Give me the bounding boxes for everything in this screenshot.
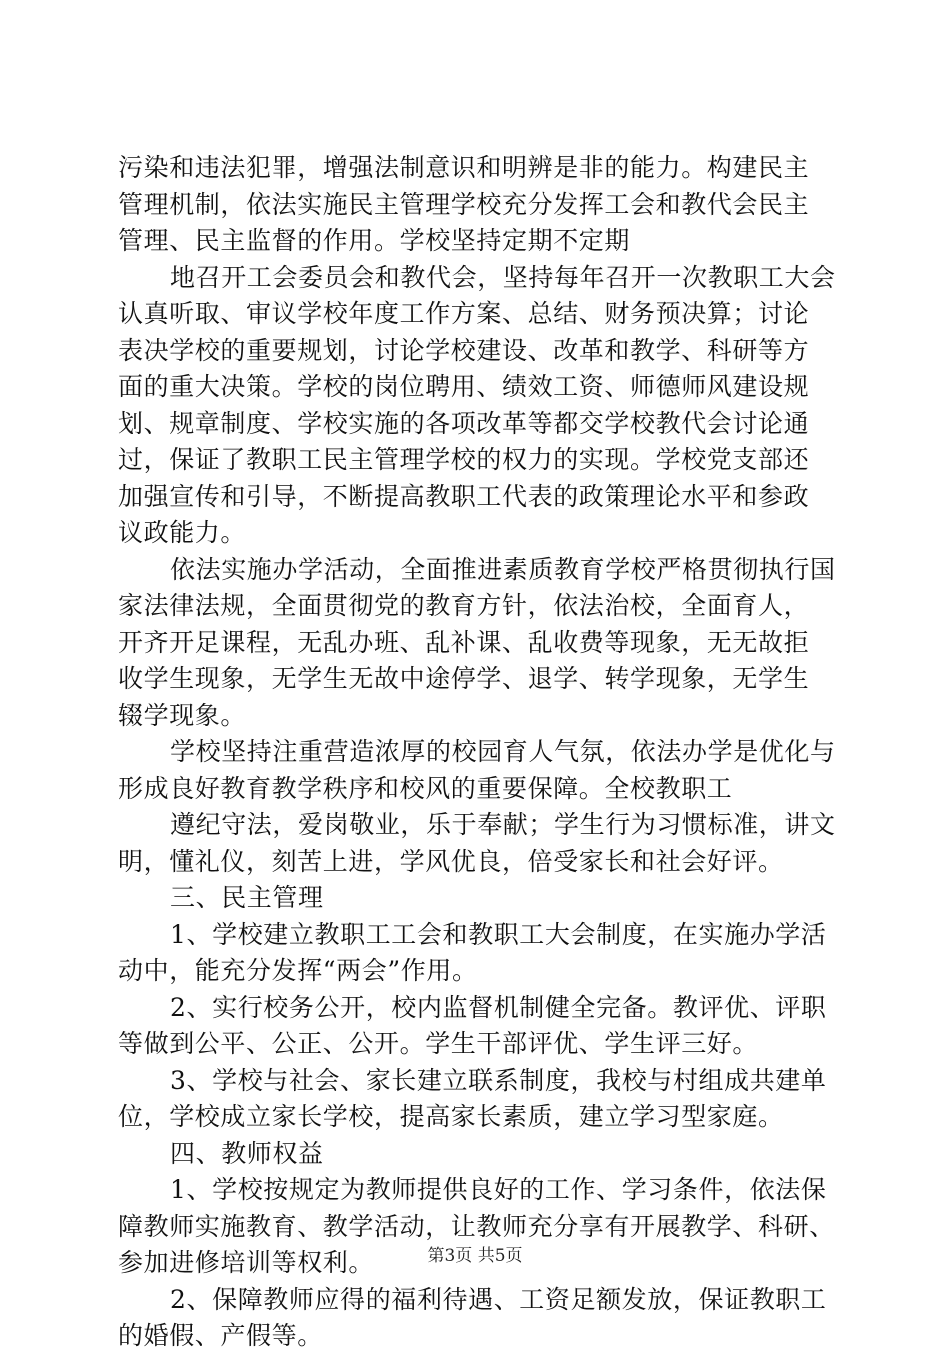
text-line: 划、规章制度、学校实施的各项改革等都交学校教代会讨论通 <box>118 408 810 438</box>
text-line: 地召开工会委员会和教代会，坚持每年召开一次教职工大会 <box>170 262 836 292</box>
text-line: 依法实施办学活动，全面推进素质教育学校严格贯彻执行国 <box>170 554 836 584</box>
section-heading: 四、教师权益 <box>170 1138 324 1168</box>
text-line: 参加进修培训等权利。 <box>118 1248 375 1277</box>
text-line: 1、学校按规定为教师提供良好的工作、学习条件，依法保 <box>170 1175 827 1204</box>
text-line: 等做到公平、公正、公开。学生干部评优、学生评三好。 <box>118 1029 759 1058</box>
text-line: 管理、民主监督的作用。学校坚持定期不定期 <box>118 226 631 255</box>
text-line: 遵纪守法，爱岗敬业，乐于奉献；学生行为习惯标准，讲文 <box>170 810 836 839</box>
text-line: 3、学校与社会、家长建立联系制度，我校与村组成共建单 <box>170 1065 827 1095</box>
text-line: 1、学校建立教职工工会和教职工大会制度，在实施办学活 <box>170 919 827 949</box>
document-body <box>118 150 838 1355</box>
page-number-footer: 第3页 共5页 <box>427 1246 523 1266</box>
text-line: 形成良好教育教学秩序和校风的重要保障。全校教职工 <box>118 773 733 803</box>
text-line: 管理机制，依法实施民主管理学校充分发挥工会和教代会民主 <box>118 189 810 219</box>
text-line: 明，懂礼仪，刻苦上进，学风优良，倍受家长和社会好评。 <box>118 846 784 876</box>
text-line: 家法律法规，全面贯彻党的教育方针，依法治校，全面育人， <box>118 591 810 620</box>
text-line: 开齐开足课程，无乱办班、乱补课、乱收费等现象，无无故拒 <box>118 627 810 657</box>
text-line: 过，保证了教职工民主管理学校的权力的实现。学校党支部还 <box>118 445 810 474</box>
text-line: 辍学现象。 <box>118 700 247 730</box>
text-line: 表决学校的重要规划，讨论学校建设、改革和教学、科研等方 <box>118 335 810 365</box>
section-heading: 三、民主管理 <box>170 883 324 912</box>
text-line: 认真听取、审议学校年度工作方案、总结、财务预决算；讨论 <box>118 299 810 328</box>
text-line: 收学生现象，无学生无故中途停学、退学、转学现象，无学生 <box>118 664 810 693</box>
text-line: 面的重大决策。学校的岗位聘用、绩效工资、师德师风建设规 <box>118 372 810 401</box>
text-line: 2、保障教师应得的福利待遇、工资足额发放，保证教职工 <box>170 1284 827 1314</box>
text-line: 动中，能充分发挥“两会”作用。 <box>118 956 478 985</box>
text-line: 障教师实施教育、教学活动，让教师充分享有开展教学、科研、 <box>118 1211 835 1241</box>
text-line: 议政能力。 <box>118 518 247 547</box>
text-line: 加强宣传和引导，不断提高教职工代表的政策理论水平和参政 <box>118 481 810 511</box>
text-line: 的婚假、产假等。 <box>118 1321 323 1350</box>
text-line: 位，学校成立家长学校，提高家长素质，建立学习型家庭。 <box>118 1102 784 1131</box>
text-line: 2、实行校务公开，校内监督机制健全完备。教评优、评职 <box>170 992 827 1022</box>
text-line: 污染和违法犯罪，增强法制意识和明辨是非的能力。构建民主 <box>118 153 810 182</box>
text-line: 学校坚持注重营造浓厚的校园育人气氛，依法办学是优化与 <box>170 737 836 766</box>
